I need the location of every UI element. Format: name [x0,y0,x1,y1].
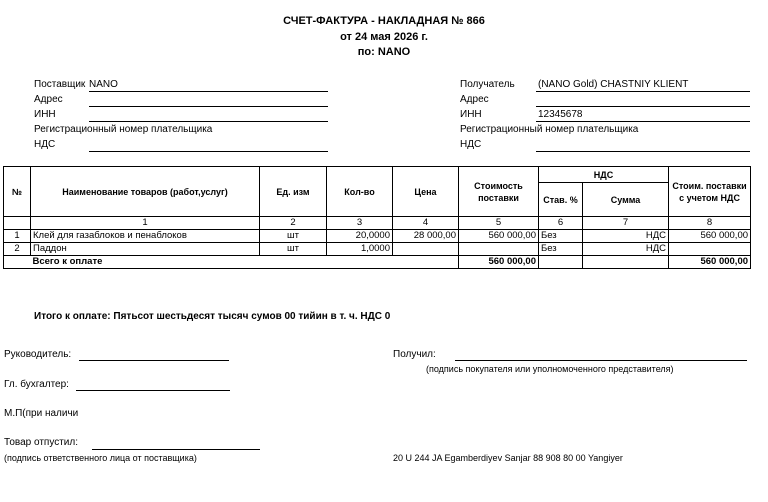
total-vat-rate [539,256,583,269]
row-unit: шт [260,243,327,256]
released-signature-line [92,449,260,450]
total-cost: 560 000,00 [459,256,539,269]
supplier-reg-label: Регистрационный номер плательщика [34,124,213,135]
col-num-7: 7 [583,217,669,230]
invoice-basis: по: NANO [357,46,411,58]
recipient-reg-label: Регистрационный номер плательщика [460,124,639,135]
col-num-6: 6 [539,217,583,230]
recipient-inn-underline [536,121,750,122]
invoice-table [3,166,751,269]
col-num-5: 5 [459,217,539,230]
accountant-label: Гл. бухгалтер: [4,379,69,390]
total-row [4,256,751,269]
invoice-title: СЧЕТ-ФАКТУРА - НАКЛАДНАЯ № 866 [283,15,485,27]
recipient-vat-label: НДС [460,139,482,150]
row-unit: шт [260,230,327,243]
released-note: (подпись ответственного лица от поставщика) [4,453,197,463]
row-total [669,243,751,256]
header-cost: Стоимость поставки [459,167,539,217]
row-vat-rate: Без [539,230,583,243]
supplier-underline [89,91,328,92]
received-signature-line [455,360,747,361]
header-vat-sum: Сумма [583,183,669,217]
total-label: Всего к оплате [31,256,459,269]
col-num-1: 1 [31,217,260,230]
row-vat-rate: Без [539,243,583,256]
col-num-8: 8 [669,217,751,230]
released-label: Товар отпустил: [4,437,78,448]
header-qty: Кол-во [327,167,393,217]
row-vat-sum: НДС [583,230,669,243]
recipient-address-label: Адрес [460,94,489,105]
header-num: № [4,167,31,217]
row-num: 2 [4,243,31,256]
row-price [393,243,459,256]
total-vat-sum [583,256,669,269]
col-num-4: 4 [393,217,459,230]
recipient-inn-value: 12345678 [538,109,583,120]
table-row [4,230,751,243]
recipient-value: (NANO Gold) CHASTNIY KLIENT [538,79,689,90]
row-total: 560 000,00 [669,230,751,243]
supplier-address-label: Адрес [34,94,63,105]
supplier-label: Поставщик [34,79,86,90]
col-num-2: 2 [260,217,327,230]
col-num-3: 3 [327,217,393,230]
footer-info: 20 U 244 JA Egamberdiyev Sanjar 88 908 80 00 Yangiyer [393,453,623,463]
director-label: Руководитель: [4,349,72,360]
stamp-label: М.П(при наличи [4,408,79,419]
header-vat: НДС [539,167,669,183]
row-qty: 20,0000 [327,230,393,243]
total-with-vat: 560 000,00 [669,256,751,269]
invoice-date: от 24 мая 2026 г. [340,31,428,43]
received-label: Получил: [393,349,436,360]
column-number-row [4,217,751,230]
supplier-inn-label: ИНН [34,109,56,120]
accountant-signature-line [76,390,230,391]
total-blank [4,256,31,269]
supplier-vat-underline [89,151,328,152]
header-vat-rate: Став. % [539,183,583,217]
header-price: Цена [393,167,459,217]
director-signature-line [79,360,229,361]
recipient-label: Получатель [460,79,515,90]
row-price: 28 000,00 [393,230,459,243]
row-name: Паддон [31,243,260,256]
header-unit: Ед. изм [260,167,327,217]
supplier-address-underline [89,106,328,107]
header-name: Наименование товаров (работ,услуг) [31,167,260,217]
supplier-inn-underline [89,121,328,122]
recipient-address-underline [536,106,750,107]
col-num-blank [4,217,31,230]
row-vat-sum: НДС [583,243,669,256]
row-num: 1 [4,230,31,243]
received-note: (подпись покупателя или уполномоченного представителя) [426,364,674,374]
row-cost [459,243,539,256]
summary-text: Итого к оплате: Пятьсот шестьдесят тысяч сумов 00 тийин в т. ч. НДС 0 [34,311,391,322]
recipient-vat-underline [536,151,750,152]
row-name: Клей для газаблоков и пенаблоков [31,230,260,243]
row-qty: 1,0000 [327,243,393,256]
table-row [4,243,751,256]
recipient-inn-label: ИНН [460,109,482,120]
header-total-cost: Стоим. поставки с учетом НДС [669,167,751,217]
row-cost: 560 000,00 [459,230,539,243]
supplier-vat-label: НДС [34,139,56,150]
supplier-value: NANO [89,79,118,90]
recipient-underline [536,91,750,92]
